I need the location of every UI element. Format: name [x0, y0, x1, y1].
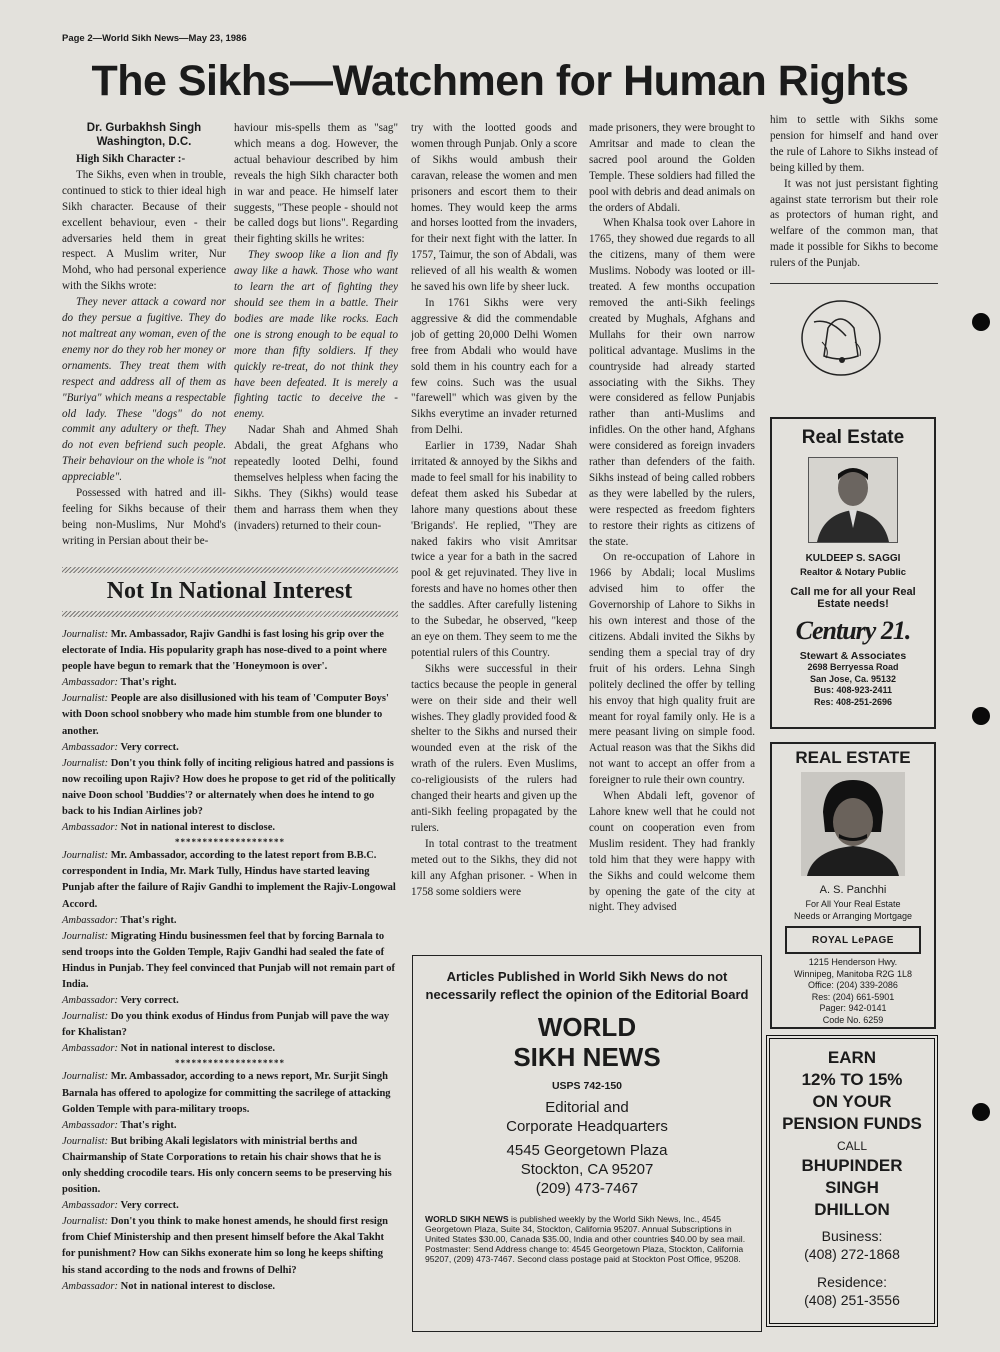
speaker-text: Mr. Ambassador, according to the latest report from B.B.C. correspondent in India, Mr. Mark Tully, Hindus have started leaving Punjab after the failure of Rajiv Gandhi to implement the Rajiv-Longowal Accord. [62, 850, 396, 910]
interview-line [62, 740, 398, 756]
paragraph: When Abdali left, govenor of Lahore knew well that he could not count on cooperation even from Muslim resident. They had frankly told him that they were happy with the Sikhs and could welcome them by opening the gate of the city at night. They advised [589, 790, 755, 914]
speaker-label: Journalist: [62, 930, 109, 942]
offer-line3: ON YOUR [812, 1092, 892, 1111]
address-line1: 1215 Henderson Hwy. [808, 957, 898, 967]
business-label: Business: [821, 1228, 883, 1244]
disclaimer: Articles Published in World Sikh News do not necessarily reflect the opinion of the Editorial Board [425, 969, 749, 1002]
headline: The Sikhs—Watchmen for Human Rights [91, 57, 909, 105]
binder-hole [972, 1103, 990, 1121]
name-line2: SINGH [825, 1178, 879, 1197]
interview-text [62, 627, 398, 1295]
speaker-label: Ambassador: [62, 1119, 119, 1131]
ad-real-estate-panchhi [770, 742, 936, 1029]
ad-heading: Real Estate [801, 427, 905, 448]
hatch-rule-bottom [62, 611, 398, 617]
speaker-text: Very correct. [120, 741, 179, 753]
firm-name: Stewart & Associates [799, 650, 907, 662]
interview-line [62, 675, 398, 691]
speaker-label: Journalist: [62, 1135, 109, 1147]
speaker-text: Don't you think to make honest amends, he should first resign from Chief Ministership and then present himself before the Akal Takht for punishment? How can Sikhs exonerate him so long he keeps shifting his stand according to the nods and frowns of Delhi? [62, 1216, 388, 1276]
office-phone: Office: (204) 339-2086 [808, 980, 898, 990]
address-line2: Winnipeg, Manitoba R2G 1L8 [793, 968, 913, 979]
name-line1: BHUPINDER [801, 1156, 903, 1175]
hq-line1: Editorial and [545, 1099, 629, 1116]
fine-print-text: is published weekly by the World Sikh News, Inc., 4545 Georgetown Plaza, Suite 34, Stockton, California 95207. Annual Subscriptions in United States $30.00, Canada $35.00, India and other countries $40.00 by sea mail. Postmaster: Send Address change to: 4545 Georgetown Plaza, Stockton, California 95207, (209) 473-7467. Second class postage paid at Stockton Post Office, 95208. [425, 1214, 746, 1264]
residence-label: Residence: [816, 1274, 888, 1290]
speaker-text: Mr. Ambassador, Rajiv Gandhi is fast losing his grip over the electorate of India. His popularity graph has nose-dived to a point where people have begun to remark that the 'Honeymoon is over'. [62, 629, 387, 673]
interview-line [62, 691, 398, 739]
residence-contact [770, 1273, 934, 1309]
interview-line [62, 1069, 398, 1117]
paragraph: Earlier in 1739, Nadar Shah irritated & annoyed by the Sikhs and made to feel small for his inability to defeat them asked his Subedar at lahore many questions about these 'Brigands'. He replied, "They are naked fakirs who visit Amritsar twice a year for a bath in the sacred pool & get rejuvinated. They live in forests and have no homes other then the saddles. After carefully listening to the Subedar, he observed, "keep an eye on them. They seem to me the potential rulers of this Country. [411, 440, 577, 659]
interview-line [62, 848, 398, 912]
paragraph: Sikhs were successful in their tactics because the people in general were on their side and their well wishes. They gladly provided food & shelter to the Sikhs and nursed their wounded even at the risk of the wrath of the rulers. Even Muslims, co-religiousists of the rulers had changed their hearts and given up the anti-Sikh feeling propagated by the rulers. [411, 662, 577, 834]
author-name: Dr. Gurbakhsh Singh [86, 122, 202, 134]
binder-hole [972, 707, 990, 725]
ad-pension-funds [766, 1035, 938, 1327]
interview-line [62, 1214, 398, 1278]
speaker-label: Ambassador: [62, 1280, 119, 1292]
paragraph: It was not just persistant fighting against state terrorism but their role as protectors of human right, and welfare of the common man, that made it possible for Sikhs to become rulers of the Punjab. [770, 177, 938, 270]
interview-line [62, 993, 398, 1009]
speaker-label: Ambassador: [62, 822, 119, 834]
speaker-label: Ambassador: [62, 677, 119, 689]
article-column-5 [770, 113, 938, 283]
agent-role: Realtor & Notary Public [799, 567, 907, 578]
business-phone: Bus: 408-923-2411 [813, 685, 893, 695]
speaker-label: Journalist: [62, 1011, 109, 1023]
article-column-4 [589, 121, 755, 941]
speaker-label: Ambassador: [62, 741, 119, 753]
speaker-text: But bribing Akali legislators with ministrial berths and Chairmanship of State Corporations to retain his chair shows that he is only shedding crocodile tears. His only concern seems to be preserving his position. [62, 1135, 392, 1196]
paragraph: made prisoners, they were brought to Amritsar and made to clean the sacred pool around the Golden Temple. These soldiers had filled the pool with debris and dead animals on the orders of Abdali. [589, 122, 755, 214]
publication-name-line2: SIKH NEWS [513, 1042, 661, 1072]
paragraph: On re-occupation of Lahore in 1966 by Abdali; local Muslims advised him to offer the Governorship of Lahore to Sikhs in his own interest and those of the citizens. Abdali invited the Sikhs by sending them a special tray of dry fruit of his orders. Lehna Singh politely declined the offer by telling his envoy that high quality fruit are meant for royal family only. He is a mere peasant living on simple food. Actual reason was that the Sikhs did not want to accept an offer from a foreigner to rule their own country. [589, 551, 755, 787]
interview-line [62, 929, 398, 993]
publication-name-line1: WORLD [537, 1012, 637, 1042]
speaker-label: Ambassador: [62, 1200, 119, 1212]
street-address: 4545 Georgetown Plaza [506, 1142, 668, 1159]
interview-line [62, 627, 398, 675]
speaker-text: Very correct. [120, 995, 179, 1007]
residence-phone: Res: (204) 661-5901 [811, 991, 895, 1002]
address-line1: 2698 Berryessa Road [807, 662, 899, 672]
interview-line [62, 913, 398, 929]
fine-print-label: WORLD SIKH NEWS [425, 1214, 509, 1224]
quote-paragraph: They never attack a coward nor do they persue a fugitive. They do not maltreat any woman, even of the enemy nor do they rob her money or ornaments. They treat them with respect and address all of them as "Buriya" which means a respectable old lady. These "dogs" do not commit any adultery or theft. They do not even befriend such people. Their behaviour on the whole is "not appreciable". [62, 296, 226, 484]
pager-code: Code No. 6259 [822, 1014, 884, 1025]
paragraph: The Sikhs, even when in trouble, continued to stick to thier ideal high Sikh character. Because of their excellent behaviour, even - their adversaries held them in great respect. A Muslim writer, Nur Mohd, who had personal experience with the Sikhs wrote: [62, 168, 226, 293]
pager-number: Pager: 942-0141 [819, 1003, 887, 1013]
speaker-label: Journalist: [62, 1071, 109, 1083]
speaker-text: That's right. [120, 1119, 177, 1131]
interview-line [62, 1279, 398, 1295]
ad-heading: REAL ESTATE [795, 748, 911, 767]
fine-print [413, 1214, 761, 1264]
speaker-text: Don't you think folly of inciting religious hatred and passions is now recoiling upon Rajiv? How does he propose to get rid of the politically naive Doon school 'Buddies'? or alternately when does he intend to go back to his Indian Airlines job? [62, 757, 396, 818]
speaker-label: Journalist: [62, 850, 109, 862]
speaker-text: Do you think exodus of Hindus from Punjab will pave the way for Khalistan? [62, 1011, 390, 1039]
agent-contact [772, 957, 934, 1026]
masthead-box [412, 955, 762, 1332]
tagline-line1: For All Your Real Estate [805, 899, 901, 909]
phone-number: (209) 473-7467 [535, 1180, 639, 1197]
usps-number: USPS 742-150 [551, 1080, 623, 1092]
speaker-label: Journalist: [62, 693, 109, 705]
interview-line [62, 1009, 398, 1041]
paragraph: In total contrast to the treatment meted out to the Sikhs, they did not kill any Afghan prisoner. - When in 1758 some soldiers were [411, 837, 577, 898]
interview-line [62, 1118, 398, 1134]
advertiser-name [770, 1155, 934, 1221]
speaker-text: Not in national interest to disclose. [120, 822, 276, 834]
bell-logo [800, 298, 882, 378]
business-contact [770, 1227, 934, 1263]
address-line2: San Jose, Ca. 95132 [809, 673, 897, 684]
article-column-3 [411, 121, 577, 941]
agent-name: KULDEEP S. SAGGI [805, 553, 901, 564]
paragraph: him to settle with Sikhs some pension for himself and hand over the rule of Lahore to Sikhs instead of being killed by them. [770, 114, 938, 174]
portrait-photo [808, 457, 898, 543]
binder-hole [972, 313, 990, 331]
running-head: Page 2—World Sikh News—May 23, 1986 [62, 33, 247, 44]
century21-logo: Century 21. [795, 616, 911, 645]
author-place: Washington, D.C. [96, 136, 192, 148]
star-separator: ******************** [175, 1058, 285, 1069]
residence-phone: (408) 251-3556 [804, 1292, 900, 1308]
speaker-text: People are also disillusioned with his team of 'Computer Boys' with Doon school snobbery who made him stumble from one blunder to another. [62, 693, 389, 737]
paragraph: Possessed with hatred and ill-feeling for Sikhs because of their being non-Muslims, Nur Mohd's writing in Persian about their be- [62, 487, 226, 547]
byline [62, 121, 226, 149]
publication-name [413, 1012, 761, 1072]
name-line3: DHILLON [814, 1200, 890, 1219]
paragraph: When Khalsa took over Lahore in 1765, they showed due regards to all the citizens, many of them were Muslims. Nobody was looted or ill-treated. A few months occupation removed the anti-Sikh feelings created by Mughals, Afghans and Mullahs for their own narrow political advantage. Muslims in the countryside had already started associating with the Sikhs. They were considered as fellow Punjabis rather than anti-Muslims and infidles. On the other hand, Afghans were considered as foreign invaders rather than defenders of the faith. Sikhs instead of being called robbers as they were labelled by the rulers, were respected as freedom fighters to restore their rights as citizens of the state. [589, 217, 755, 548]
ad-offer [770, 1047, 934, 1135]
speaker-text: Mr. Ambassador, according to a news report, Mr. Surjit Singh Barnala has offered to apologize for committing the sacrilege of attacking Golden Temple with para-military troops. [62, 1071, 391, 1115]
offer-line4: PENSION FUNDS [782, 1114, 922, 1133]
interview-line [62, 756, 398, 820]
interview-line [62, 1041, 398, 1057]
section-title: Not In National Interest [106, 578, 353, 604]
offer-line2: 12% TO 15% [801, 1070, 903, 1089]
star-separator: ******************** [175, 837, 285, 848]
article-column-2 [234, 121, 398, 561]
subhead: High Sikh Character :- [76, 153, 186, 165]
paragraph: Nadar Shah and Ahmed Shah Abdali, the great Afghans who repeatedly looted Delhi, found themselves helpless when facing the Sikhs. They (Sikhs) would tease them and harrass them when they (invaders) returned to their coun- [234, 424, 398, 532]
business-phone: (408) 272-1868 [804, 1246, 900, 1262]
hq-line2: Corporate Headquarters [506, 1118, 668, 1135]
city-address: Stockton, CA 95207 [520, 1161, 654, 1178]
interview-line [62, 1134, 398, 1198]
speaker-label: Journalist: [62, 757, 109, 769]
speaker-label: Journalist: [62, 1216, 109, 1228]
paragraph: try with the lootted goods and women through Punjab. Only a score of Sikhs would ambush their caravan, release the women and men prisoners and escort them to their homes. They would keep the arms and horses lootted from the invaders, for their next fight with the latter. In 1757, Taimur, the son of Abdali, was relieved of all his wealth & women he saved his own life by sheer luck. [411, 122, 577, 294]
call-label: CALL [836, 1139, 868, 1153]
headquarters [413, 1098, 761, 1198]
paragraph: haviour mis-spells them as "sag" which means a dog. However, the actual behaviour described by him reveals the high Sikh character both in war and peace. He himself later suggests, "These people - should not be called dogs but lions". Regarding their fighting skills he writes: [234, 122, 398, 246]
ad-real-estate-saggi [770, 417, 936, 729]
speaker-text: That's right. [120, 914, 177, 926]
royal-lepage-logo: ROYAL LePAGE [785, 926, 921, 954]
portrait-photo [801, 772, 905, 876]
speaker-text: Migrating Hindu businessmen feel that by forcing Barnala to send troops into the Golden Temple, Rajiv Gandhi had sealed the fate of Hindus in Punjab. They feel convinced that Punjab will not remain part of India. [62, 930, 396, 990]
speaker-label: Ambassador: [62, 995, 119, 1007]
speaker-text: That's right. [120, 677, 177, 689]
offer-line1: EARN [827, 1048, 877, 1067]
paragraph: In 1761 Sikhs were very aggressive & did the commendable job of getting 20,000 Delhi Women free from Abdali who would have sold them in his country each for a few coins. Such was the usual "farewell" which was given by the Sikhs everytime an invader returned from Delhi. [411, 296, 577, 437]
firm-address [772, 662, 934, 708]
quote-paragraph: They swoop like a lion and fly away like a hawk. Those who want to learn the art of fighting they should see them in a battle. Their bodies are made like rocks. Each one is strong enough to be equal to more than fifty soldiers. If they quickly re-treat, do not think they have been defeated. It is merely a fighting tactic to deceive the - enemy. [234, 249, 398, 421]
speaker-text: Not in national interest to disclose. [120, 1280, 276, 1292]
speaker-label: Ambassador: [62, 1043, 119, 1055]
interview-line [62, 1198, 398, 1214]
speaker-text: Very correct. [120, 1200, 179, 1212]
speaker-label: Ambassador: [62, 914, 119, 926]
speaker-text: Not in national interest to disclose. [120, 1043, 276, 1055]
residence-phone: Res: 408-251-2696 [813, 696, 893, 707]
speaker-label: Journalist: [62, 629, 109, 640]
ad-pitch: Call me for all your Real Estate needs! [790, 586, 916, 610]
tagline-line2: Needs or Arranging Mortgage [793, 910, 913, 921]
agent-name: A. S. Panchhi [819, 884, 887, 896]
article-column-1 [62, 121, 226, 561]
hatch-rule-top [62, 567, 398, 573]
ad-tagline [772, 899, 934, 922]
divider [770, 283, 938, 284]
interview-line [62, 820, 398, 836]
